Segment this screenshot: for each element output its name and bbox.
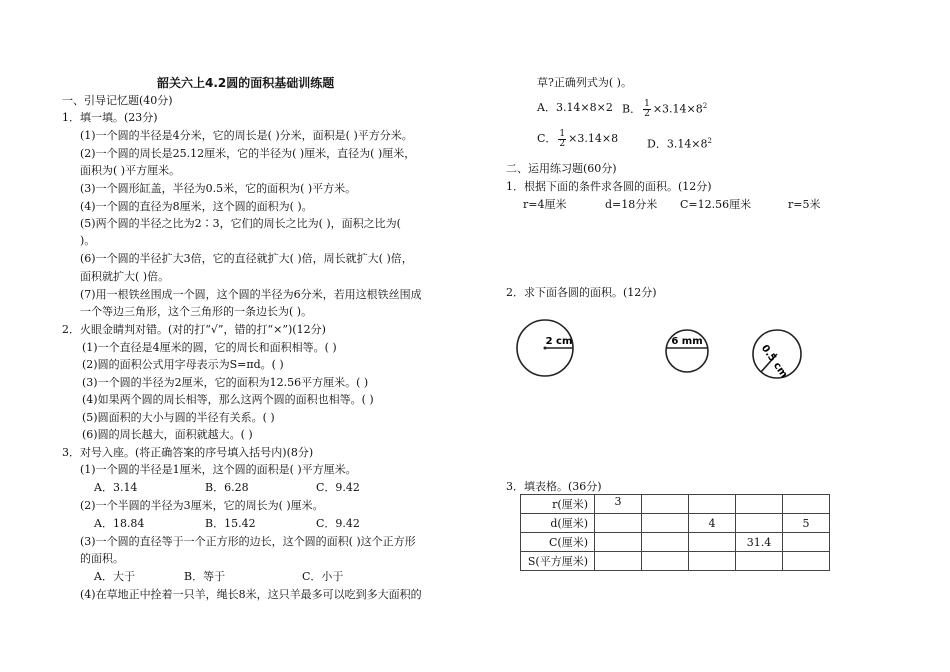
row-header: S(平方厘米) [521, 552, 595, 571]
q1-line: (3)一个圆形缸盖，半径为0.5米，它的面积为( )平方米。 [80, 182, 357, 195]
table-cell[interactable] [783, 533, 830, 552]
table-cell[interactable] [736, 495, 783, 514]
table-cell[interactable] [642, 552, 689, 571]
p2-q3-label: 3．填表格。(36分) [506, 480, 602, 493]
q1-line: (1)一个圆的半径是4分米，它的周长是( )分米，面积是( )平方分米。 [80, 129, 413, 142]
table-cell[interactable] [736, 514, 783, 533]
q2-line: (6)圆的周长越大，面积就越大。( ) [82, 428, 253, 441]
table-cell[interactable] [689, 533, 736, 552]
q1-line: 面积为( )平方厘米。 [80, 164, 181, 177]
option-b: B． $\frac{1}{2}$ $\times 3.14\times 8^2$ [622, 99, 708, 120]
q2-line: (5)圆面积的大小与圆的半径有关系。( ) [82, 411, 275, 424]
row-header: d(厘米) [521, 514, 595, 533]
table-cell[interactable] [642, 495, 689, 514]
table-cell[interactable] [783, 495, 830, 514]
circle-diagonal-radius-figure [750, 327, 804, 381]
row-header: C(厘米) [521, 533, 595, 552]
radius-label: 2 cm [545, 336, 573, 347]
page-title: 韶关六上4.2圆的面积基础训练题 [157, 76, 335, 90]
condition: d=18分米 [605, 198, 658, 211]
diameter-label: 6 mm [671, 336, 703, 347]
table-cell[interactable] [689, 495, 736, 514]
table-cell[interactable]: 4 [689, 514, 736, 533]
q3-option: A．大于 [94, 570, 135, 583]
q1-line: (2)一个圆的周长是25.12厘米，它的半径为( )厘米，直径为( )厘米， [80, 147, 416, 160]
q2-label: 2．火眼金睛判对错。(对的打“√”，错的打“×”)(12分) [62, 323, 326, 336]
q3-option: C．9.42 [316, 481, 360, 494]
q3-option: A．3.14 [94, 481, 138, 494]
table-row [521, 533, 830, 552]
condition: r=5米 [788, 198, 821, 211]
q1-line: (4)一个圆的直径为8厘米，这个圆的面积为( )。 [80, 200, 313, 213]
q1-label: 1．填一填。(23分) [62, 111, 158, 124]
q2-line: (2)圆的面积公式用字母表示为S=πd。( ) [82, 358, 284, 371]
q1-line: )。 [80, 234, 96, 247]
q3-4-continued: 草?正确列式为( )。 [537, 76, 632, 89]
table-cell[interactable] [689, 552, 736, 571]
radius-label: 0.5 cm [758, 343, 790, 381]
table-cell[interactable] [642, 514, 689, 533]
q3-line: (4)在草地正中拴着一只羊，绳长8米，这只羊最多可以吃到多大面积的 [80, 588, 422, 601]
table-cell[interactable]: 31.4 [736, 533, 783, 552]
circle-diameter-figure [664, 328, 710, 374]
q3-option: C．9.42 [316, 517, 360, 530]
table-cell[interactable] [595, 514, 642, 533]
option-a: A．3.14×8×2 [537, 101, 613, 114]
p2-q2-label: 2．求下面各圆的面积。(12分) [506, 286, 657, 299]
option-c: C． $\frac{1}{2}$ ×3.14×8 [537, 128, 619, 149]
q3-option: B．15.42 [205, 517, 256, 530]
q1-line: (7)用一根铁丝围成一个圆，这个圆的半径为6分米，若用这根铁丝围成 [80, 288, 422, 301]
q3-label: 3．对号入座。(将正确答案的序号填入括号内)(8分) [62, 446, 314, 459]
fraction: $\frac{1}{2}$ [559, 128, 566, 149]
p2-q1-label: 1．根据下面的条件求各圆的面积。(12分) [506, 180, 712, 193]
q3-line: (2)一个半圆的半径为3厘米，它的周长为( )厘米。 [80, 499, 324, 512]
q1-line: 一个等边三角形，这个三角形的一条边长为( )。 [80, 305, 313, 318]
table-cell[interactable] [736, 552, 783, 571]
table-cell[interactable]: 5 [783, 514, 830, 533]
table-cell[interactable]: 3 [595, 495, 642, 514]
fraction: $\frac{1}{2}$ [644, 99, 650, 120]
condition: C=12.56厘米 [680, 198, 752, 211]
q3-option: C．小于 [302, 570, 344, 583]
table-row [521, 552, 830, 571]
q3-line: (1)一个圆的半径是1厘米，这个圆的面积是( )平方厘米。 [80, 463, 357, 476]
q2-line: (4)如果两个圆的周长相等，那么这两个圆的面积也相等。( ) [82, 393, 374, 406]
table-cell[interactable] [642, 533, 689, 552]
table-cell[interactable] [595, 552, 642, 571]
q3-option: B．6.28 [205, 481, 249, 494]
table-cell[interactable] [595, 533, 642, 552]
q1-line: (5)两个圆的半径之比为2∶3，它们的周长之比为( )，面积之比为( [80, 217, 401, 230]
row-header: r(厘米) [521, 495, 595, 514]
circle-radius-figure [514, 317, 576, 379]
q3-line: 的面积。 [80, 552, 124, 565]
q3-line: (3)一个圆的直径等于一个正方形的边长，这个圆的面积( )这个正方形 [80, 535, 416, 548]
table-cell[interactable] [783, 552, 830, 571]
table-row [521, 514, 830, 533]
q3-option: A．18.84 [94, 517, 145, 530]
part1-heading: 一、引导记忆题(40分) [62, 94, 173, 107]
q3-option: B．等于 [184, 570, 226, 583]
condition: r=4厘米 [523, 198, 567, 211]
q2-line: (3)一个圆的半径为2厘米，它的面积为12.56平方厘米。( ) [82, 376, 369, 389]
q2-line: (1)一个直径是4厘米的圆，它的周长和面积相等。( ) [82, 341, 337, 354]
option-d: D．$3.14\times 8^2$ [647, 137, 712, 151]
part2-heading: 二、运用练习题(60分) [506, 162, 617, 175]
q1-line: 面积就扩大( )倍。 [80, 270, 170, 283]
q1-line: (6)一个圆的半径扩大3倍，它的直径就扩大( )倍，周长就扩大( )倍， [80, 252, 413, 265]
fill-in-table [520, 494, 830, 571]
table-row [521, 495, 830, 514]
